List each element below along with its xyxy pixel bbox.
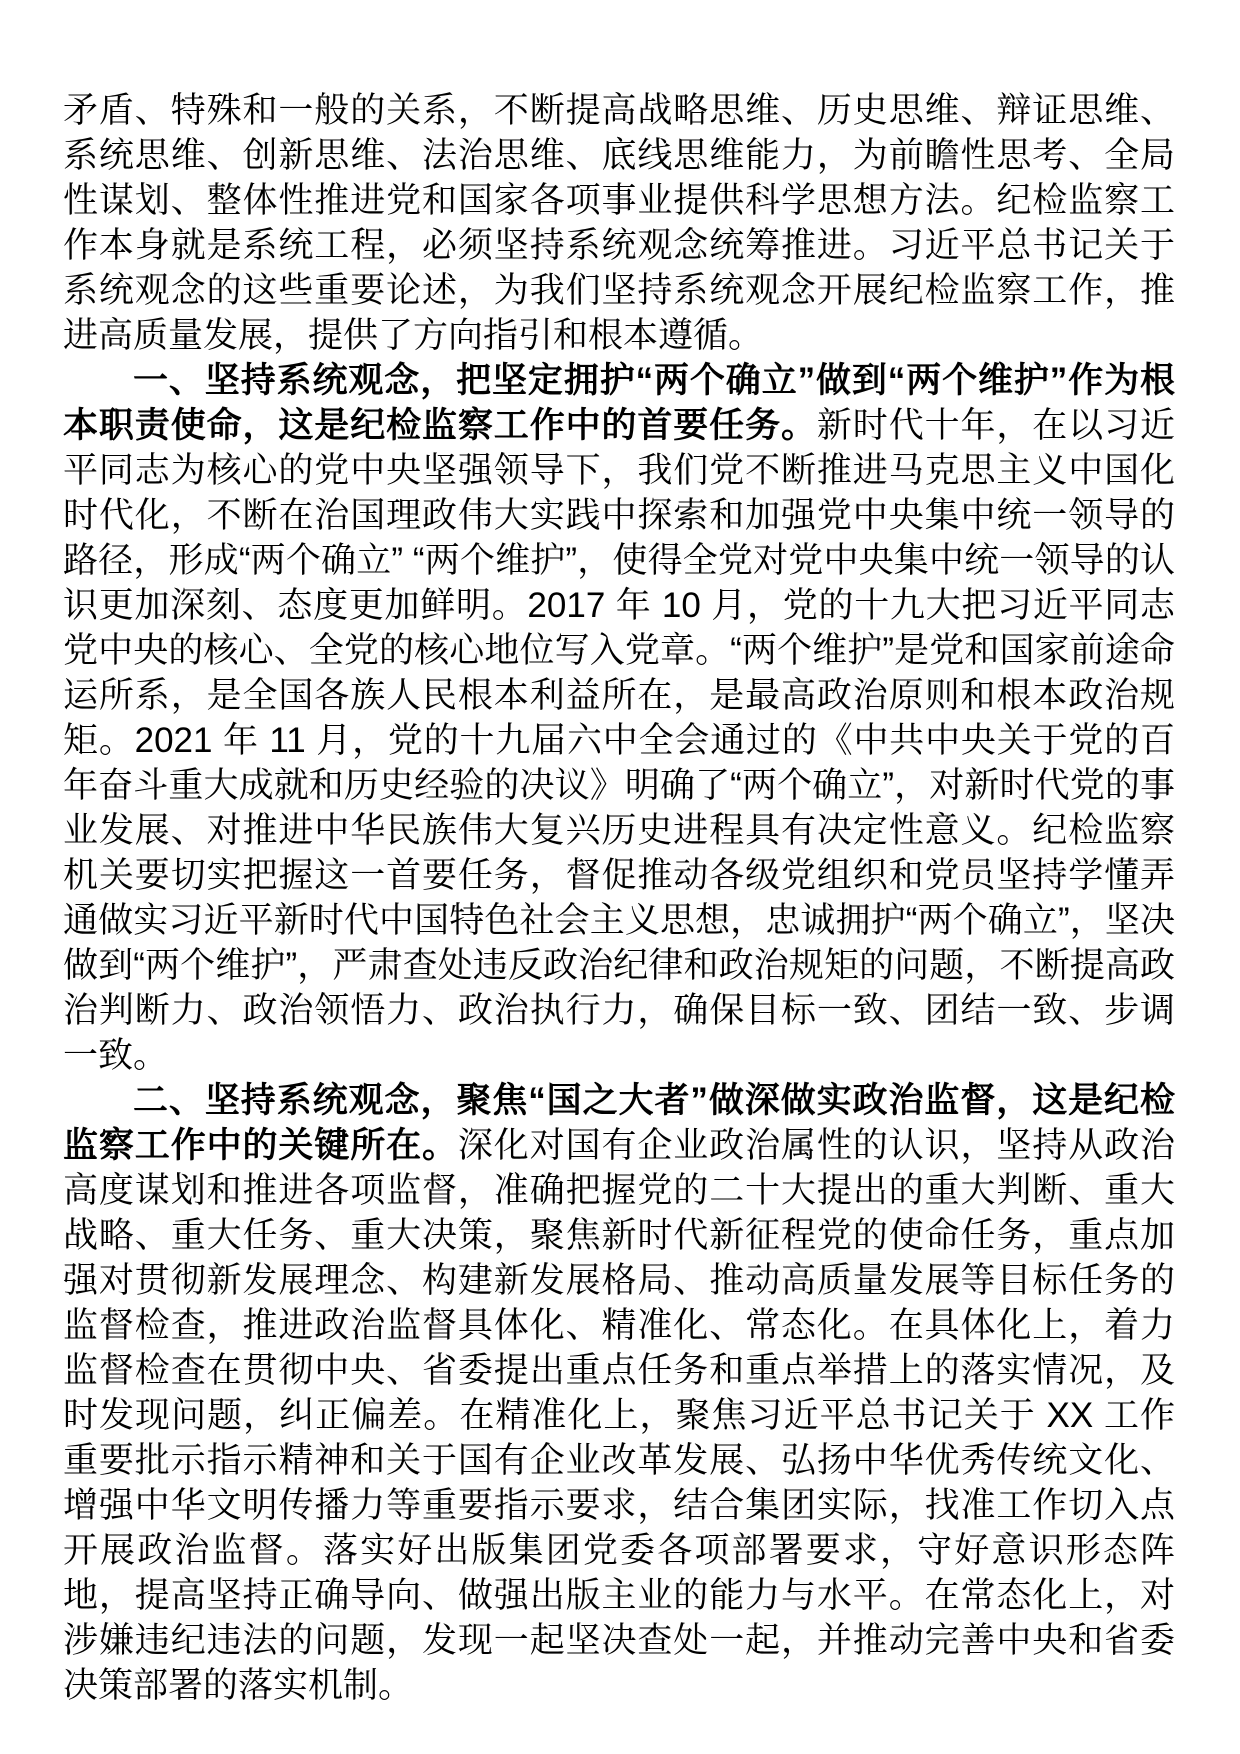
section-2-body-text: 深化对国有企业政治属性的认识，坚持从政治高度谋划和推进各项监督，准确把握党的二十大提出的重大判断、重大战略、重大任务、重大决策，聚焦新时代新征程党的使命任务，重点加强对贯彻新发展理念、构建新发展格局、推动高质量发展等目标任务的监督检查，推进政治监督具体化、精准化、常态化。在具体化上，着力监督检查在贯彻中央、省委提出重点任务和重点举措上的落实情况，及时发现问题，纠正偏差。在精准化上，聚焦习近平总书记关于 XX 工作重要批示指示精神和关于国有企业改革发展、弘扬中华优秀传统文化、增强中华文明传播力等重要指示要求，结合集团实际，找准工作切入点开展政治监督。落实好出版集团党委各项部署要求，守好意识形态阵地，提高坚持正确导向、做强出版主业的能力与水平。在常态化上，对涉嫌违纪违法的问题，发现一起坚决查处一起，并推动完善中央和省委决策部署的落实机制。: [63, 1126, 1175, 1705]
paragraph-continuation: [63, 88, 1175, 358]
section-1-body-text: 新时代十年，在以习近平同志为核心的党中央坚强领导下，我们党不断推进马克思主义中国化时代化，不断在治国理政伟大实践中探索和加强党中央集中统一领导的路径，形成“两个确立” “两个维护”，使得全党对党中央集中统一领导的认识更加深刻、态度更加鲜明。2017 年 10 月，党的十九大把习近平同志党中央的核心、全党的核心地位写入党章。“两个维护”是党和国家前途命运所系，是全国各族人民根本利益所在，是最高政治原则和根本政治规矩。2021 年 11 月，党的十九届六中全会通过的《中共中央关于党的百年奋斗重大成就和历史经验的决议》明确了“两个确立”，对新时代党的事业发展、对推进中华民族伟大复兴历史进程具有决定性意义。纪检监察机关要切实把握这一首要任务，督促推动各级党组织和党员坚持学懂弄通做实习近平新时代中国特色社会主义思想，忠诚拥护“两个确立”，坚决做到“两个维护”，严肃查处违反政治纪律和政治规矩的问题，不断提高政治判断力、政治领悟力、政治执行力，确保目标一致、团结一致、步调一致。: [63, 406, 1175, 1075]
paragraph-section-2: [63, 1078, 1175, 1708]
paragraph-section-1: [63, 358, 1175, 1078]
section-2-lead-heading: 二、坚持系统观念，聚焦“国之大者”做深做实政治监督，这是纪检监察工作中的关键所在。: [63, 1081, 1175, 1165]
paragraph-continuation-text: 矛盾、特殊和一般的关系，不断提高战略思维、历史思维、辩证思维、系统思维、创新思维、法治思维、底线思维能力，为前瞻性思考、全局性谋划、整体性推进党和国家各项事业提供科学思想方法。纪检监察工作本身就是系统工程，必须坚持系统观念统筹推进。习近平总书记关于系统观念的这些重要论述，为我们坚持系统观念开展纪检监察工作，推进高质量发展，提供了方向指引和根本遵循。: [63, 91, 1175, 355]
section-1-lead-heading: 一、坚持系统观念，把坚定拥护“两个确立”做到“两个维护”作为根本职责使命，这是纪检监察工作中的首要任务。: [63, 361, 1175, 445]
